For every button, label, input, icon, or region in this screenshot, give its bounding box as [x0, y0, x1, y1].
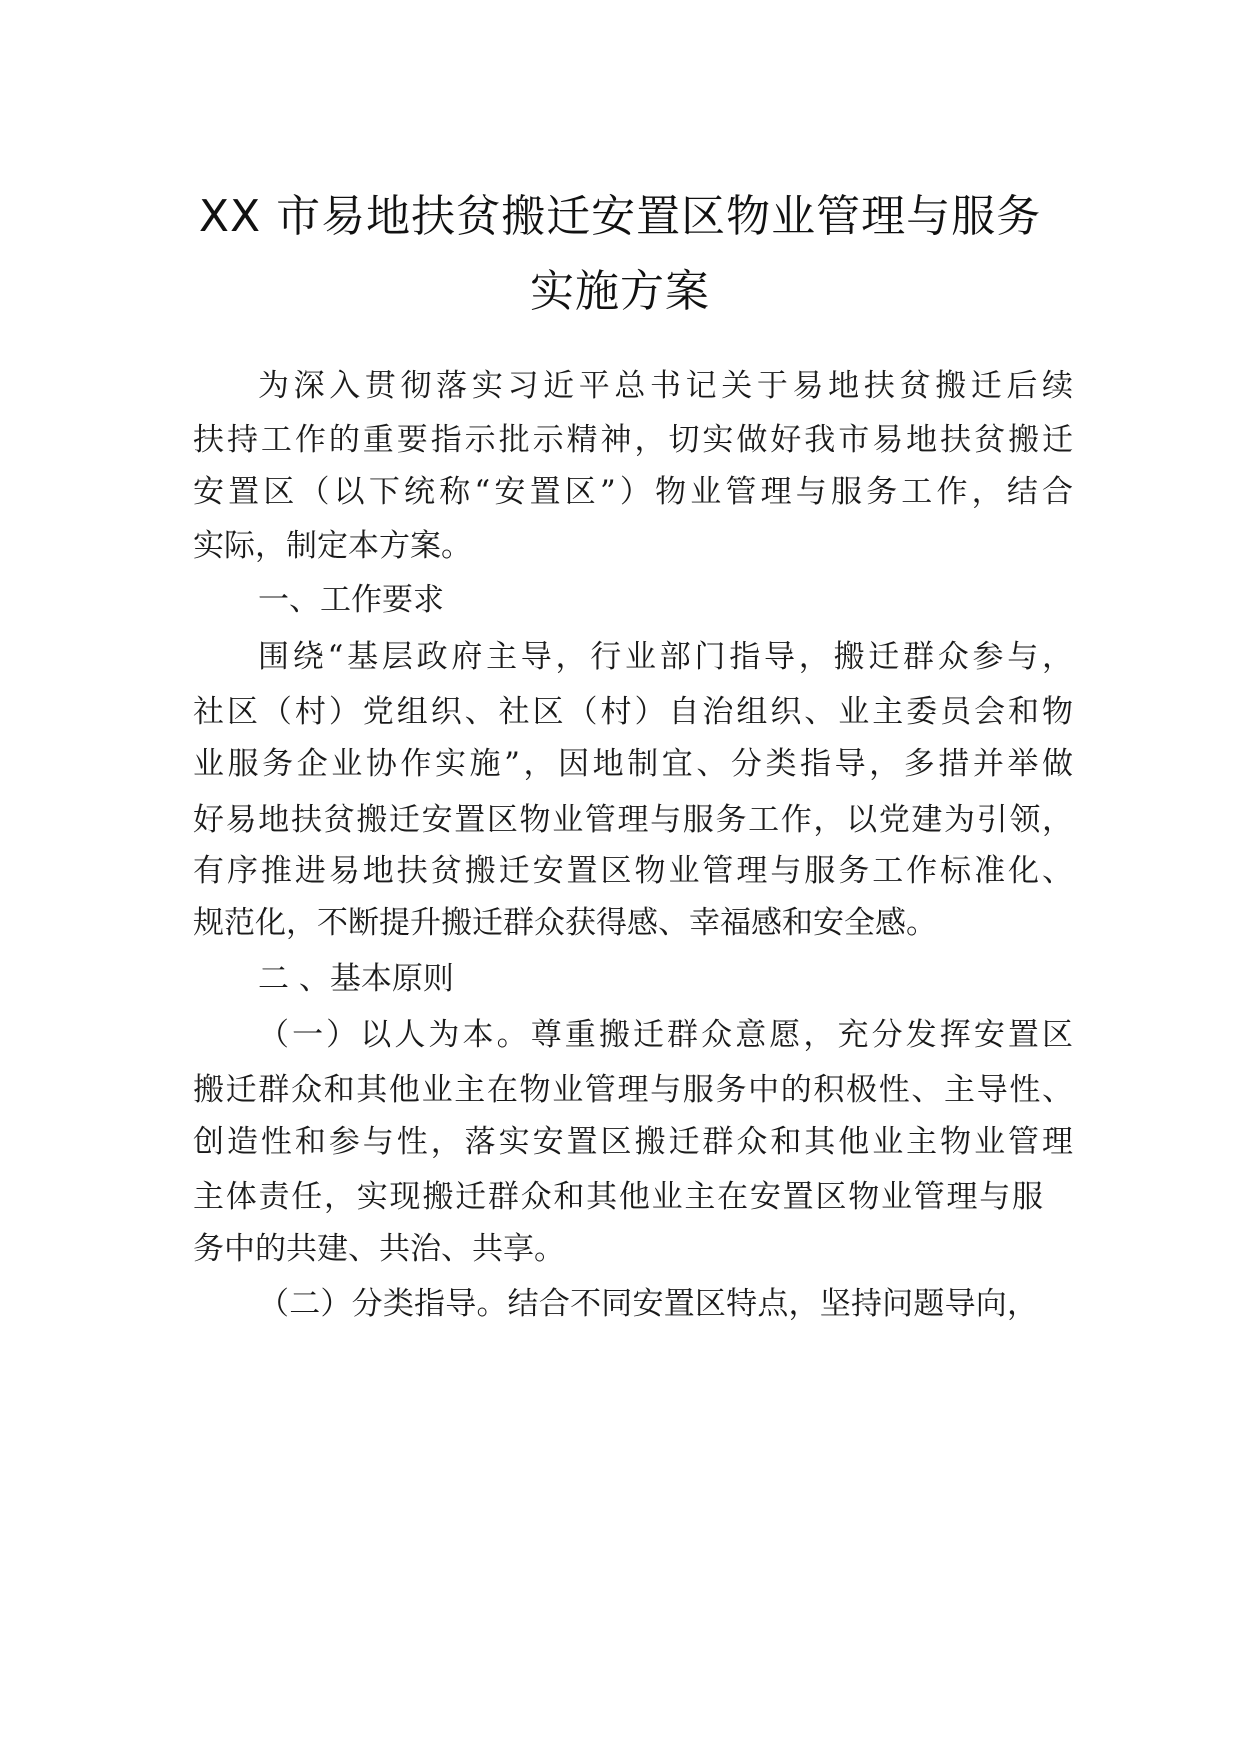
intro-paragraph-line: 实际，制定本方案。 — [193, 528, 472, 564]
intro-paragraph-line: 扶持工作的重要指示批示精神，切实做好我市易地扶贫搬迁 — [193, 422, 1073, 458]
section-heading-basic-principles: 二 、基本原则 — [258, 961, 454, 997]
section2-item1-line: 搬迁群众和其他业主在物业管理与服务中的积极性、主导性、 — [193, 1072, 1073, 1108]
intro-paragraph-line: 为深入贯彻落实习近平总书记关于易地扶贫搬迁后续 — [258, 368, 1073, 404]
section2-item2-line: （二）分类指导。结合不同安置区特点，坚持问题导向， — [258, 1286, 1038, 1322]
document-title-line-2: 实施方案 — [530, 266, 710, 317]
section1-paragraph-line: 业服务企业协作实施”，因地制宜、分类指导，多措并举做 — [193, 746, 1073, 782]
section2-item1-line: （一）以人为本。尊重搬迁群众意愿，充分发挥安置区 — [258, 1017, 1073, 1053]
section1-paragraph-line: 社区（村）党组织、社区（村）自治组织、业主委员会和物 — [193, 694, 1073, 730]
section2-item1-line: 务中的共建、共治、共享。 — [193, 1231, 565, 1267]
section2-item1-line: 主体责任，实现搬迁群众和其他业主在安置区物业管理与服 — [193, 1179, 1043, 1215]
section1-paragraph-line: 围绕“基层政府主导，行业部门指导，搬迁群众参与， — [258, 639, 1073, 675]
section1-paragraph-line: 好易地扶贫搬迁安置区物业管理与服务工作，以党建为引领， — [193, 802, 1073, 838]
section-heading-work-requirements: 一、工作要求 — [258, 582, 444, 618]
section1-paragraph-line: 有序推进易地扶贫搬迁安置区物业管理与服务工作标准化、 — [193, 853, 1073, 889]
document-title-line-1: XX 市易地扶贫搬迁安置区物业管理与服务 — [198, 191, 1042, 242]
section1-paragraph-line: 规范化，不断提升搬迁群众获得感、幸福感和安全感。 — [193, 905, 937, 941]
section2-item1-line: 创造性和参与性，落实安置区搬迁群众和其他业主物业管理 — [193, 1124, 1073, 1160]
intro-paragraph-line: 安置区（以下统称“安置区”）物业管理与服务工作，结合 — [193, 474, 1073, 510]
